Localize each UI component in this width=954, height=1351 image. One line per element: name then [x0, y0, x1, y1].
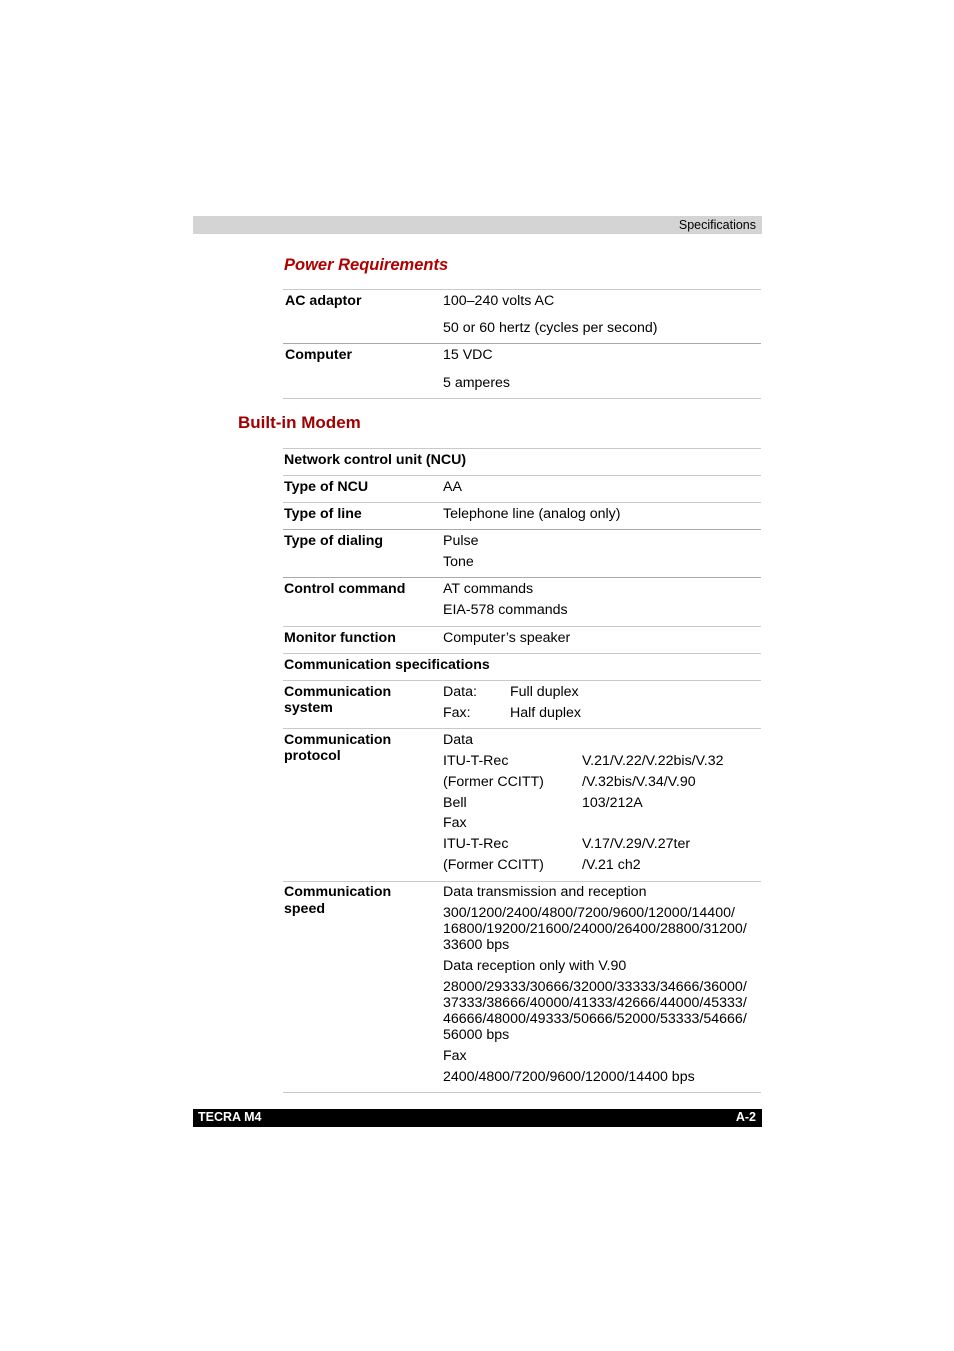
divider: [283, 475, 761, 476]
system-fax-key: Fax:: [443, 705, 471, 721]
footer-bar: [193, 1109, 762, 1127]
type-of-ncu-label: Type of NCU: [284, 479, 369, 495]
ac-adaptor-label: AC adaptor: [285, 293, 362, 309]
divider: [283, 626, 761, 627]
speed-data-rates-line1: 300/1200/2400/4800/7200/9600/12000/14400/: [443, 905, 735, 921]
divider: [283, 289, 761, 290]
speed-v90-rates-line3: 46666/48000/49333/50666/52000/53333/54666/: [443, 1011, 747, 1027]
dialing-tone: Tone: [443, 554, 474, 570]
protocol-bell: Bell: [443, 795, 467, 811]
divider: [283, 343, 761, 344]
system-data-value: Full duplex: [510, 684, 579, 700]
system-fax-value: Half duplex: [510, 705, 581, 721]
monitor-function-value: Computer’s speaker: [443, 630, 571, 646]
ac-adaptor-voltage: 100–240 volts AC: [443, 293, 555, 309]
divider: [283, 653, 761, 654]
speed-fax-heading: Fax: [443, 1048, 467, 1064]
protocol-itu-value: V.21/V.22/V.22bis/V.32: [582, 753, 724, 769]
ac-adaptor-frequency: 50 or 60 hertz (cycles per second): [443, 320, 658, 336]
divider: [283, 448, 761, 449]
ncu-heading: Network control unit (NCU): [284, 452, 467, 468]
communication-speed-label-line2: speed: [284, 901, 326, 917]
communication-speed-label-line1: Communication: [284, 884, 392, 900]
communication-protocol-label-line2: protocol: [284, 748, 341, 764]
protocol-itu: ITU-T-Rec: [443, 753, 509, 769]
speed-data-rates-line2: 16800/19200/21600/24000/26400/28800/31200/: [443, 921, 747, 937]
divider: [283, 502, 761, 503]
speed-v90-rates-line4: 56000 bps: [443, 1027, 510, 1043]
computer-current: 5 amperes: [443, 375, 511, 391]
protocol-fax-itu: ITU-T-Rec: [443, 836, 509, 852]
communication-system-label-line2: system: [284, 700, 333, 716]
communication-specifications-heading: Communication specifications: [284, 657, 490, 673]
control-command-label: Control command: [284, 581, 406, 597]
protocol-fax-itu-value: V.17/V.29/V.27ter: [582, 836, 691, 852]
divider: [283, 529, 761, 530]
speed-fax-rates: 2400/4800/7200/9600/12000/14400 bps: [443, 1069, 695, 1085]
divider: [283, 881, 761, 882]
speed-data-rates-line3: 33600 bps: [443, 937, 510, 953]
divider: [283, 1092, 761, 1093]
type-of-line-value: Telephone line (analog only): [443, 506, 621, 522]
divider: [283, 728, 761, 729]
dialing-pulse: Pulse: [443, 533, 479, 549]
communication-protocol-label-line1: Communication: [284, 732, 392, 748]
power-requirements-heading: Power Requirements: [284, 256, 449, 274]
protocol-fax: Fax: [443, 815, 467, 831]
monitor-function-label: Monitor function: [284, 630, 396, 646]
protocol-fax-ccitt-value: /V.21 ch2: [582, 857, 641, 873]
speed-v90-rates-line1: 28000/29333/30666/32000/33333/34666/36000/: [443, 979, 747, 995]
speed-v90-heading: Data reception only with V.90: [443, 958, 627, 974]
communication-system-label-line1: Communication: [284, 684, 392, 700]
divider: [283, 398, 761, 399]
control-at-commands: AT commands: [443, 581, 534, 597]
divider: [283, 577, 761, 578]
computer-voltage: 15 VDC: [443, 347, 493, 363]
header-bar: [193, 216, 762, 234]
footer-model: TECRA M4: [198, 1110, 262, 1124]
protocol-ccitt: (Former CCITT): [443, 774, 544, 790]
type-of-dialing-label: Type of dialing: [284, 533, 384, 549]
system-data-key: Data:: [443, 684, 477, 700]
protocol-data: Data: [443, 732, 473, 748]
speed-data-heading: Data transmission and reception: [443, 884, 647, 900]
built-in-modem-heading: Built-in Modem: [238, 413, 361, 432]
header-section-title: Specifications: [678, 218, 756, 232]
type-of-ncu-value: AA: [443, 479, 462, 495]
footer-page-number: A-2: [735, 1110, 756, 1124]
protocol-bell-value: 103/212A: [582, 795, 643, 811]
divider: [283, 680, 761, 681]
speed-v90-rates-line2: 37333/38666/40000/41333/42666/44000/45333/: [443, 995, 747, 1011]
type-of-line-label: Type of line: [284, 506, 362, 522]
computer-label: Computer: [285, 347, 352, 363]
protocol-fax-ccitt: (Former CCITT): [443, 857, 544, 873]
control-eia-commands: EIA-578 commands: [443, 602, 568, 618]
protocol-ccitt-value: /V.32bis/V.34/V.90: [582, 774, 696, 790]
